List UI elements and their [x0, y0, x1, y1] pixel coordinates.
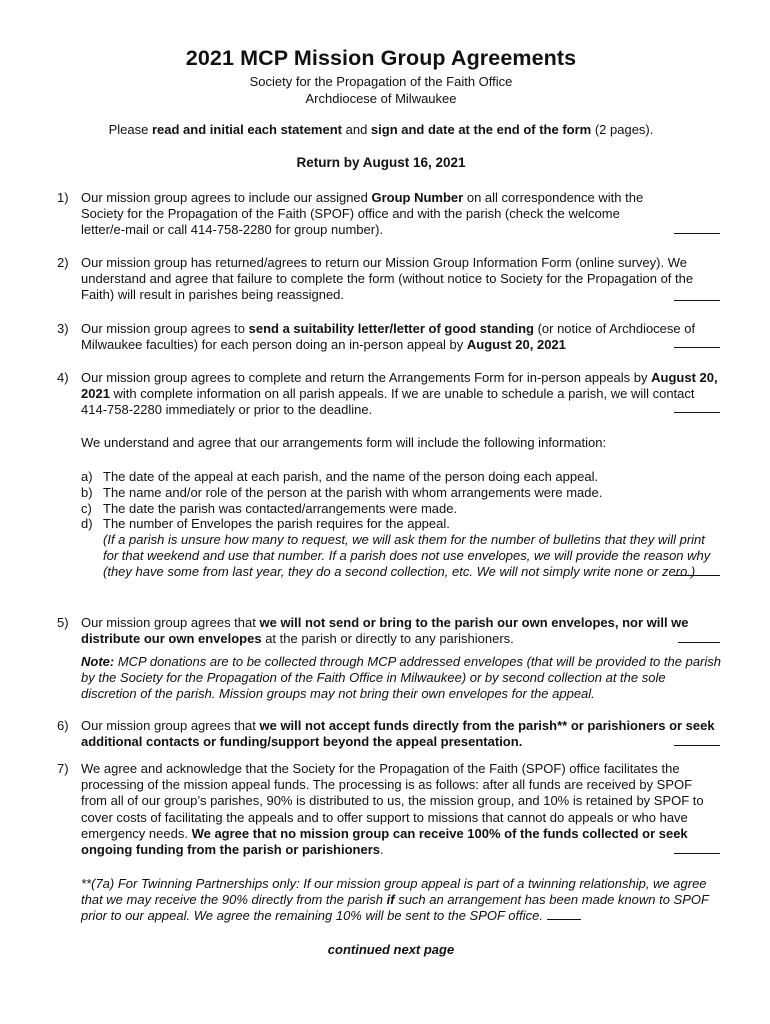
office-subtitle: Society for the Propagation of the Faith Office [249, 74, 513, 89]
agreement-item-5: 5) Our mission group agrees that we will not send or bring to the parish our own envelopes, nor will we distribute our own envelopes at the parish or directly to any parishioners. [57, 615, 722, 647]
initial-blank[interactable] [674, 564, 720, 580]
initial-blank[interactable] [674, 734, 720, 750]
instructions: Please read and initial each statement and sign and date at the end of the form (2 pages). [108, 122, 654, 137]
list-item: b) The name and/or role of the person at the parish with whom arrangements were made. [81, 484, 603, 500]
list-item: a) The date of the appeal at each parish, and the name of the person doing each appeal. [81, 469, 599, 484]
agreement-item-4: 4) Our mission group agrees to complete and return the Arrangements Form for in-person appeals by August 20, 2021 with complete information on all parish appeals. If we are unable to schedule a parish, we will contact 414-758-2280 immediately or prior to the deadline. [57, 370, 722, 419]
agreement-item-1: 1) Our mission group agrees to include our assigned Group Number on all correspondence with the Society for the Propagation of the Faith (SPOF) office and with the parish (check the welcome letter/e-mail or call 414-758-2280 for group number). [57, 190, 722, 239]
archdiocese-subtitle: Archdiocese of Milwaukee [305, 91, 457, 106]
initial-blank[interactable] [674, 289, 720, 305]
agreement-item-3: 3) Our mission group agrees to send a suitability letter/letter of good standing (or notice of Archdiocese of Milwaukee faculties) for each person doing an in-person appeal by August 20, 2021 [57, 321, 722, 353]
return-deadline: Return by August 16, 2021 [296, 155, 466, 170]
agreement-item-2: 2) Our mission group has returned/agrees to return our Mission Group Information Form (online survey). We understand and agree that failure to complete the form (without notice to Society for the Propagation of the Faith) will result in parishes being reassigned. [57, 255, 722, 304]
initial-blank[interactable] [674, 842, 720, 858]
page-title: 2021 MCP Mission Group Agreements [185, 46, 577, 70]
arrangements-intro: We understand and agree that our arrangements form will include the following information: [81, 435, 607, 450]
item-6-bold: we will not accept funds directly from the parish** or parishioners or seek additional contacts or funding/support beyond the appeal presentation. [81, 718, 715, 750]
twinning-note: **(7a) For Twinning Partnerships only: If our mission group appeal is part of a twinning relationship, we agree that we may receive the 90% directly from the parish if such an arrangement has been made known to SPOF prior to our appeal. We agree the remaining 10% will be sent to the SPOF office. [81, 876, 709, 924]
list-item: d) The number of Envelopes the parish requires for the appeal. [81, 516, 450, 532]
initial-blank[interactable] [674, 222, 720, 238]
agreement-item-7: 7) We agree and acknowledge that the Society for the Propagation of the Faith (SPOF) office facilitates the processing of the mission appeal funds. The processing is as follows: after all funds are received by SPOF from all of our group’s parishes, 90% is distributed to us, the mission group, and 10% is retained by SPOF to cover costs of facilitating the appeals and to offer support to missions that cannot do appeals or who have emergency needs. We agree that no mission group can receive 100% of the funds collected or seek ongoing funding from the parish or parishioners. [57, 761, 722, 858]
initial-blank[interactable] [674, 336, 720, 352]
initial-blank[interactable] [547, 908, 581, 923]
envelope-note-paragraph: Note: MCP donations are to be collected through MCP addressed envelopes (that will be provided to the parish by the Society for the Propagation of the Faith Office in Milwaukee) or by second collection at the sole discretion of the parish. Mission groups may not bring their own envelopes for the appeal. [81, 654, 721, 702]
initial-blank[interactable] [678, 631, 720, 647]
continued-next-page: continued next page [327, 942, 455, 957]
arrangements-list [57, 469, 722, 580]
envelope-note: (If a parish is unsure how many to request, we will ask them for the number of bulletins that they will print for that weekend and use that number. If a parish does not use envelopes, we will provide the reason why (they have some from last year, they do a second collection, etc. We will not simply write none or zero.) [103, 532, 711, 579]
agreement-item-6: 6) Our mission group agrees that we will not accept funds directly from the parish** or parishioners or seek additional contacts or funding/support beyond the appeal presentation. [57, 718, 722, 750]
initial-blank[interactable] [674, 401, 720, 417]
list-item: c) The date the parish was contacted/arrangements were made. [81, 500, 458, 516]
